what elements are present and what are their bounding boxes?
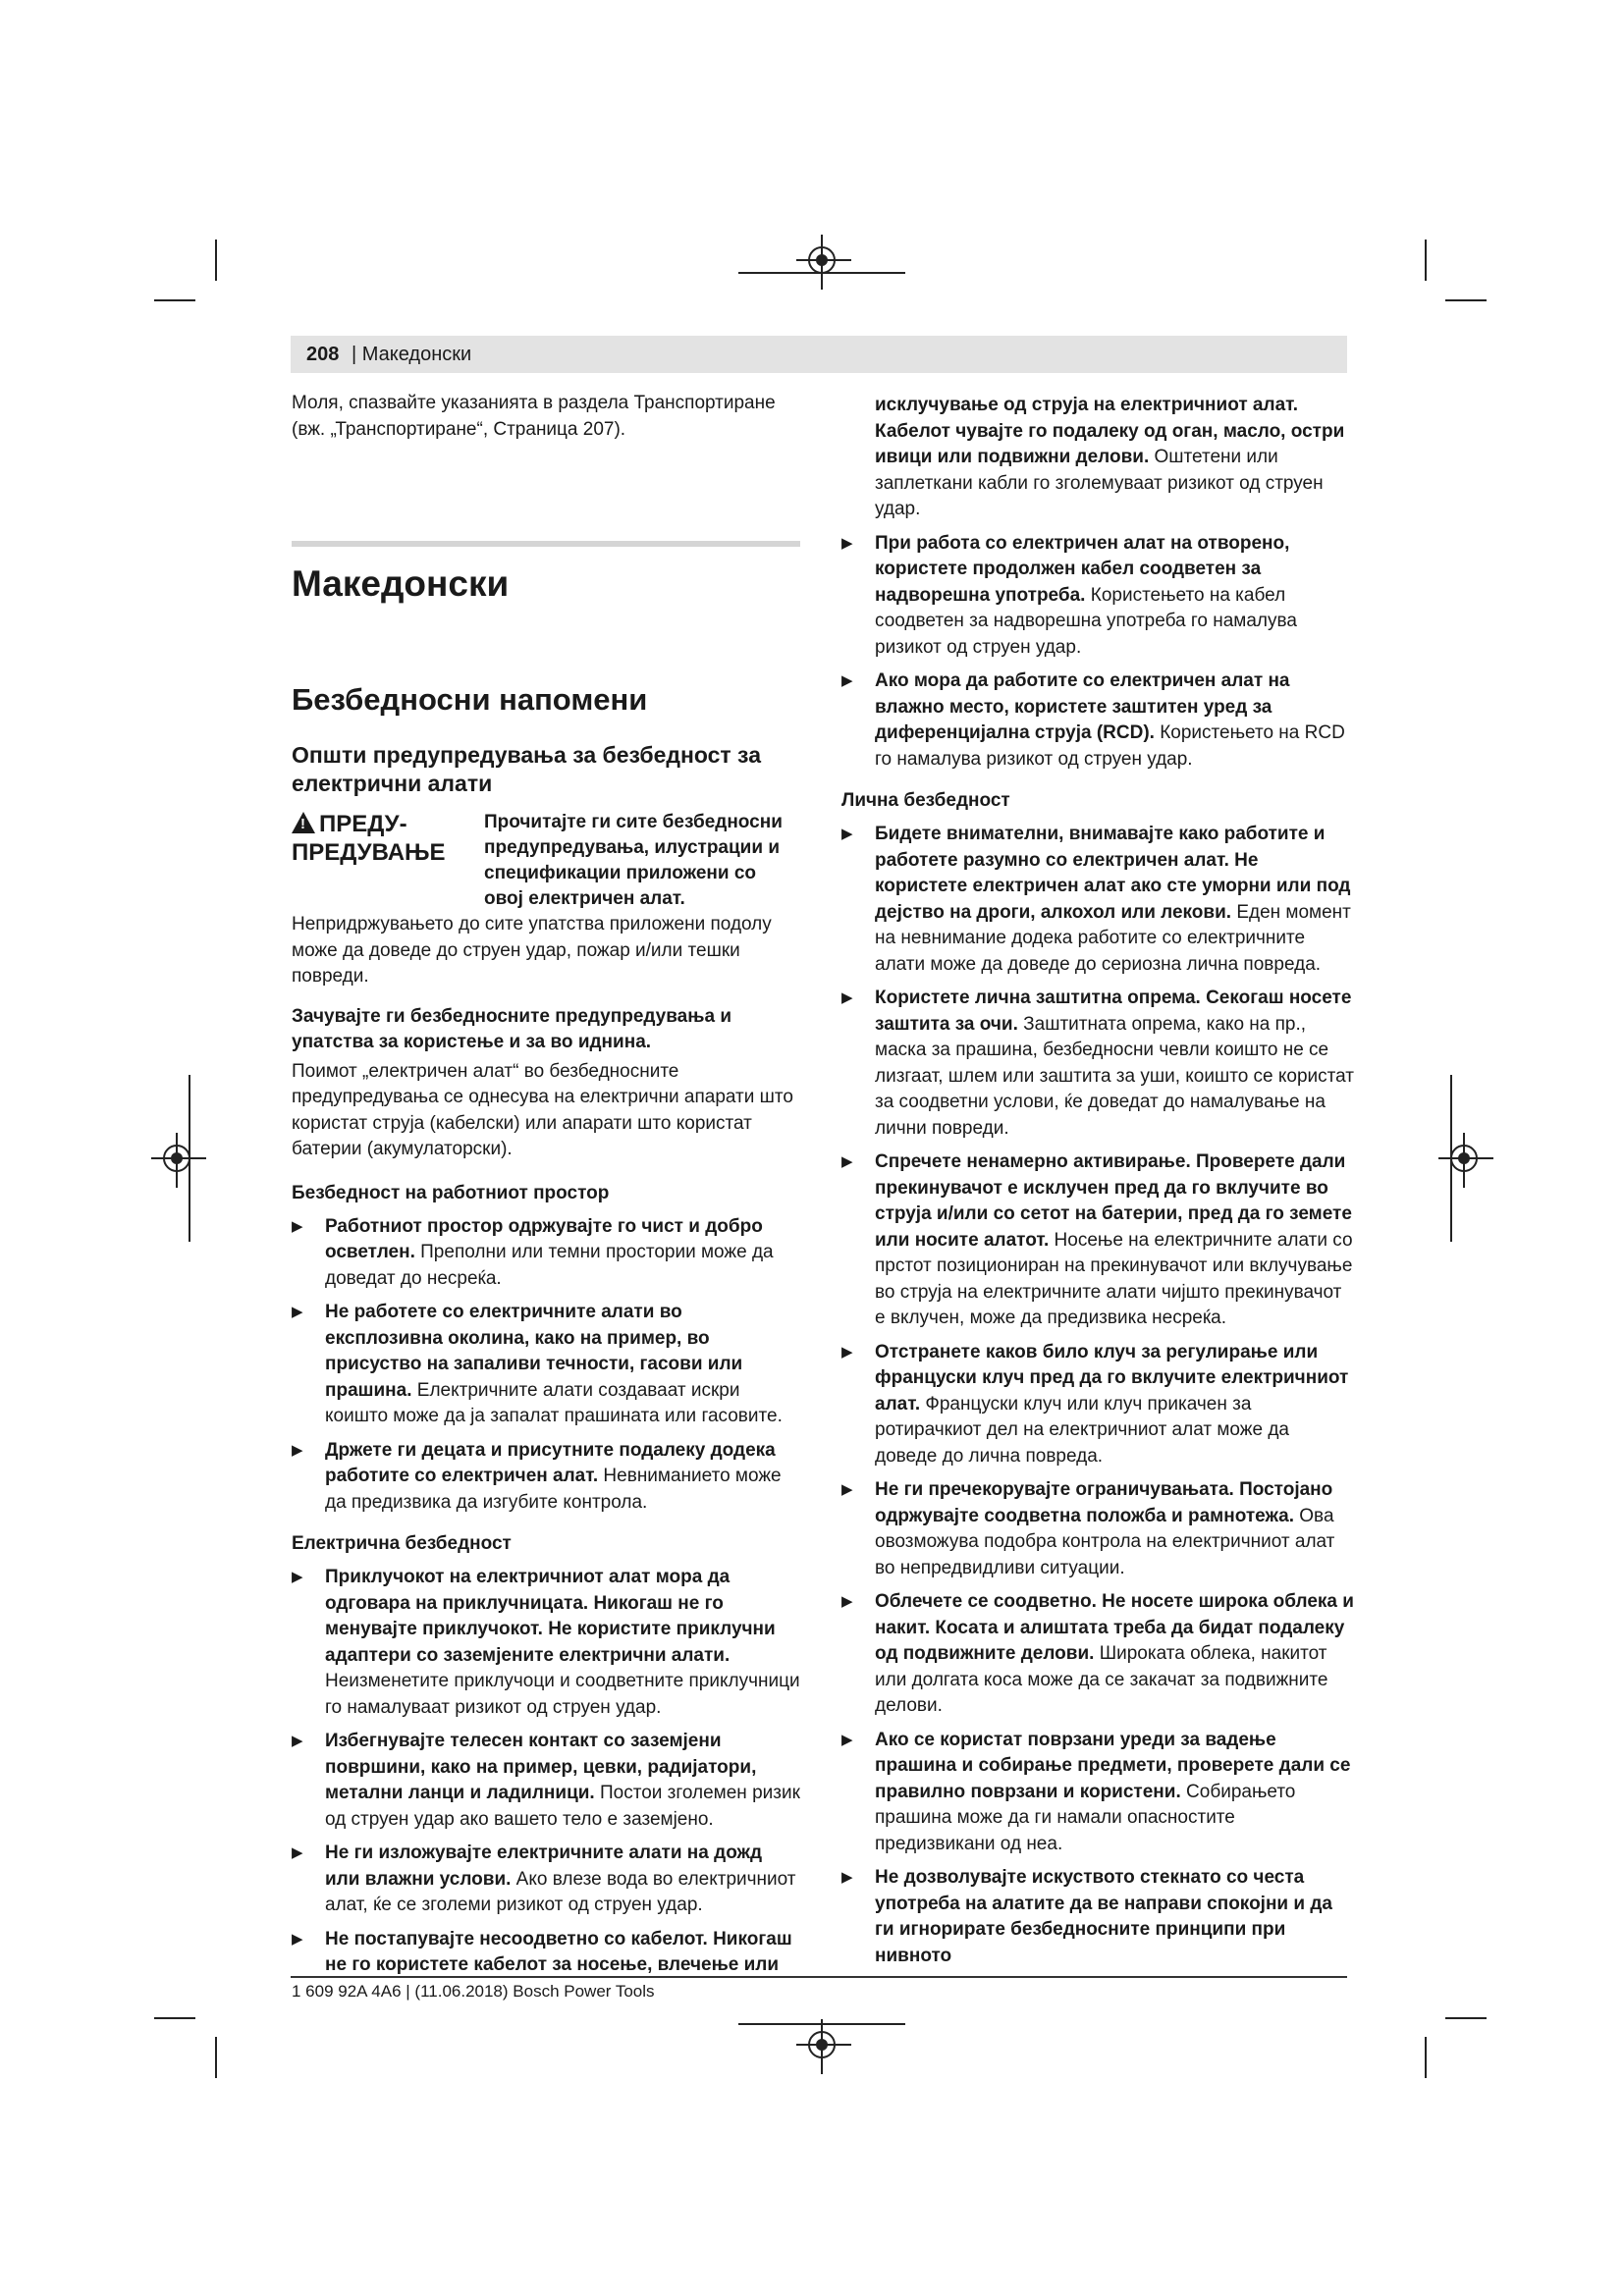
- right-column: [841, 393, 1354, 1969]
- bullet-icon: ▶: [841, 1481, 853, 1498]
- list-item-body: Користењето на кабел соодветен за надворешна употреба го намалува ризикот од струен удар.: [875, 584, 1297, 658]
- warning-intro: Прочитајте ги сите безбедносни предупредувања, илустрации и спецификации приложени со овој електричен алат.: [484, 812, 783, 909]
- bullet-icon: ▶: [292, 1217, 303, 1235]
- list-item: [292, 1438, 800, 1517]
- section-divider: [292, 541, 800, 547]
- page-number: 208: [306, 344, 340, 365]
- electrical-list: [292, 1565, 800, 1979]
- bullet-icon: ▶: [841, 534, 853, 552]
- list-item: [841, 1149, 1354, 1332]
- list-item-text: [875, 1149, 1354, 1332]
- list-item: [292, 1927, 800, 1979]
- bullet-icon: ▶: [292, 1441, 303, 1459]
- continuation-text: исклучување од струја на електричниот алат. Кабелот чувајте го подалеку од оган, масло, остри ивици или подвижни делови. Оштетени или заплеткани кабли го зголемуваат ризикот од струен удар.: [875, 395, 1345, 519]
- term-definition: Поимот „електричен алат“ во безбедносните предупредувања се однесува на електрични апарати што користат струја (кабелски) или апарати што користат батерии (акумулаторски).: [292, 1060, 793, 1159]
- list-item-text: [875, 1477, 1354, 1581]
- list-item-text: [875, 668, 1354, 773]
- list-item-heading: Отстранете каков било клуч за регулирање или француски клуч пред да го вклучите електричниот алат.: [875, 1341, 1349, 1415]
- bullet-icon: ▶: [292, 1304, 303, 1320]
- list-item: [841, 1340, 1354, 1470]
- bullet-icon: ▶: [841, 989, 853, 1006]
- personal-title: Лична безбедност: [841, 790, 1010, 811]
- list-item-text: [875, 531, 1354, 662]
- list-item-text: [325, 1927, 800, 1979]
- list-item: [841, 986, 1354, 1142]
- list-item: [292, 1300, 800, 1430]
- list-item-body: Собирањето прашина може да ги намали опасностите предизвикани од неа.: [875, 1781, 1296, 1854]
- list-item-body: Постои зголемен ризик од струен удар ако вашето тело е заземјено.: [325, 1783, 800, 1830]
- list-item-text: [875, 822, 1354, 978]
- bullet-icon: ▶: [292, 1733, 303, 1749]
- list-item: [841, 1865, 1354, 1969]
- warning-triangle-icon: !: [292, 812, 315, 833]
- registration-mark-icon: [1450, 1145, 1478, 1172]
- bullet-icon: ▶: [841, 672, 853, 689]
- list-item-body: Носење на електричните алати со прстот позициониран на прекинувачот или вклучување во струја на електричните алати чијшто прекинувачот е вклучен, може да предизвика несреќа.: [875, 1229, 1353, 1328]
- list-item: [292, 1565, 800, 1721]
- warning-text: Непридржувањето до сите упатства приложени подолу може да доведе до струен удар, пожар и/или тешки повреди.: [292, 914, 772, 987]
- general-warnings-title: Општи предупредувања за безбедност за електрични алати: [292, 742, 761, 796]
- crop-mark: [1425, 240, 1427, 281]
- left-column: [292, 391, 800, 1979]
- keep-instructions: Зачувајте ги безбедносните предупредувања и упатства за користење и за во иднина.: [292, 1005, 731, 1052]
- list-item-text: [875, 1728, 1354, 1858]
- list-item-heading: Избегнувајте телесен контакт со заземјени површини, како на пример, цевки, радијатори, метални ланци и ладилници.: [325, 1731, 757, 1803]
- list-item: [841, 1728, 1354, 1858]
- bullet-icon: ▶: [841, 826, 853, 842]
- personal-list: [841, 822, 1354, 1969]
- list-item-heading: Ако мора да работите со електричен алат на влажно место, користете заштитен уред за диференцијална струја (RCD).: [875, 670, 1290, 743]
- list-item: [841, 531, 1354, 662]
- safety-title: Безбедносни напомени: [292, 682, 648, 717]
- list-item: [292, 1729, 800, 1833]
- bullet-icon: ▶: [841, 1869, 853, 1886]
- electrical-title: Електрична безбедност: [292, 1533, 512, 1554]
- list-item-heading: Не работете со електричните алати во експлозивна околина, како на пример, во присуство на запаливи течности, гасови или прашина.: [325, 1302, 743, 1401]
- page-footer: 1 609 92A 4A6 | (11.06.2018) Bosch Power Tools: [292, 1982, 655, 2001]
- bullet-icon: ▶: [841, 1343, 853, 1361]
- workspace-title: Безбедност на работниот простор: [292, 1182, 610, 1203]
- list-item: [841, 822, 1354, 978]
- bullet-icon: ▶: [841, 1731, 853, 1748]
- list-item-heading: Не ги пречекорувајте ограничувањата. Постојано одржувајте соодветна положба и рамнотежа.: [875, 1479, 1333, 1526]
- list-item-heading: Приклучокот на електричниот алат мора да одговара на приклучницата. Никогаш не го менувајте приклучокот. Не користите приклучни адаптери со заземјените електрични алати.: [325, 1567, 776, 1666]
- bullet-icon: ▶: [841, 1153, 853, 1170]
- section-title: Македонски: [292, 563, 510, 604]
- list-item-text: [325, 1841, 800, 1919]
- list-item-heading: Држете ги децата и присутните подалеку додека работите со електричен алат.: [325, 1439, 776, 1486]
- list-item-heading: Ако се користат поврзани уреди за вадење прашина и собирање предмети, проверете дали се правилно поврзани и користени.: [875, 1729, 1351, 1802]
- intro-text: Моля, спазвайте указанията в раздела Транспортиране (вж. „Транспортиране“, Страница 207).: [292, 393, 776, 440]
- crop-mark: [154, 2017, 195, 2019]
- registration-mark-icon: [808, 2031, 836, 2058]
- list-item-heading: Работниот простор одржувајте го чист и добро осветлен.: [325, 1215, 763, 1262]
- crop-mark: [1445, 2017, 1487, 2019]
- list-item-text: [875, 986, 1354, 1142]
- crop-mark: [154, 299, 195, 301]
- list-item-body: Еден момент на невнимание додека работите со електричните алати може да доведе до сериозна лична повреда.: [875, 901, 1351, 975]
- list-item-text: [325, 1300, 800, 1430]
- list-item-text: [875, 1589, 1354, 1720]
- list-item-body: Неизменетите приклучоци и соодветните приклучници го намалуваат ризикот од струен удар.: [325, 1671, 800, 1718]
- list-item-text: [325, 1565, 800, 1721]
- list-item: [292, 1214, 800, 1293]
- list-item-body: Широката облека, накитот или долгата коса може да се закачат за подвижните делови.: [875, 1643, 1328, 1716]
- list-item-heading: Не постапувајте несоодветно со кабелот. Никогаш не го користете кабелот за носење, влечење или: [325, 1928, 792, 1975]
- bullet-icon: ▶: [292, 1844, 303, 1861]
- list-item-body: Преполни или темни простории може да доведат до несреќа.: [325, 1242, 774, 1289]
- list-item-heading: Не ги изложувајте електричните алати на дожд или влажни услови.: [325, 1842, 763, 1890]
- bullet-icon: ▶: [292, 1930, 303, 1948]
- list-item: [841, 668, 1354, 773]
- list-item-text: [325, 1729, 800, 1833]
- list-item-body: Француски клуч или клуч прикачен за ротирачкиот дел на електричниот алат може да доведе до лична повреда.: [875, 1393, 1289, 1467]
- list-item-text: [875, 1340, 1354, 1470]
- list-item-body: Заштитната опрема, како на пр., маска за прашина, безбедносни чевли коишто не се лизгаат, шлем или заштита за уши, коишто се користат за соодветни услови, ќе доведат до намалување на лични повреди.: [875, 1013, 1355, 1139]
- workspace-list: [292, 1214, 800, 1517]
- list-item: [292, 1841, 800, 1919]
- list-item: [841, 1589, 1354, 1720]
- electrical-list-continued: [841, 531, 1354, 774]
- list-item: [841, 1477, 1354, 1581]
- list-item-heading: Спречете ненамерно активирање. Проверете дали прекинувачот е исклучен пред да го вклучите во струја и/или со сетот на батерии, пред да го земете или носите алатот.: [875, 1151, 1352, 1251]
- list-item-heading: При работа со електричен алат на отворено, користете продолжен кабел соодветен за надворешна употреба.: [875, 532, 1290, 606]
- list-item-text: [875, 1865, 1354, 1969]
- list-item-heading: Бидете внимателни, внимавајте како работите и работете разумно со електричен алат. Не користете електричен алат ако сте уморни или под дејство на дроги, алкохол или лекови.: [875, 824, 1351, 923]
- crop-mark: [1425, 2037, 1427, 2078]
- list-item-heading: Не дозволувајте искуството стекнато со честа употреба на алатите да ве направи спокојни и да ги игнорирате безбедносните принципи при нивното: [875, 1867, 1332, 1966]
- page-header: [291, 336, 1347, 373]
- list-item-text: [325, 1438, 800, 1517]
- footer-divider: [291, 1976, 1347, 1978]
- crop-mark: [1445, 299, 1487, 301]
- list-item-body: Невниманието може да предизвика да изгубите контрола.: [325, 1466, 782, 1513]
- crop-mark: [215, 240, 217, 281]
- warning-label: ! ПРЕДУ-ПРЕДУВАЊЕ: [292, 811, 446, 866]
- list-item-text: [325, 1214, 800, 1293]
- bullet-icon: ▶: [841, 1593, 853, 1610]
- bullet-icon: ▶: [292, 1569, 303, 1585]
- list-item-heading: Користете лична заштитна опрема. Секогаш носете заштита за очи.: [875, 988, 1352, 1035]
- warning-box: [292, 810, 800, 912]
- list-item-body: Ако влезе вода во електричниот алат, ќе се зголеми ризикот од струен удар.: [325, 1868, 796, 1915]
- list-item-body: Ова овозможува подобра контрола на електричниот алат во непредвидливи ситуации.: [875, 1505, 1335, 1578]
- list-item-body: Користењето на RCD го намалува ризикот од струен удар.: [875, 722, 1345, 770]
- crop-mark: [215, 2037, 217, 2078]
- list-item-heading: Облечете се соодветно. Не носете широка облека и накит. Косата и алиштата треба да бидат подалеку од подвижните делови.: [875, 1591, 1354, 1664]
- header-language: | Македонски: [352, 344, 472, 365]
- list-item-body: Електричните алати создаваат искри коишто може да ја запалат прашината или гасовите.: [325, 1379, 783, 1426]
- registration-mark-icon: [808, 246, 836, 274]
- registration-mark-icon: [163, 1145, 190, 1172]
